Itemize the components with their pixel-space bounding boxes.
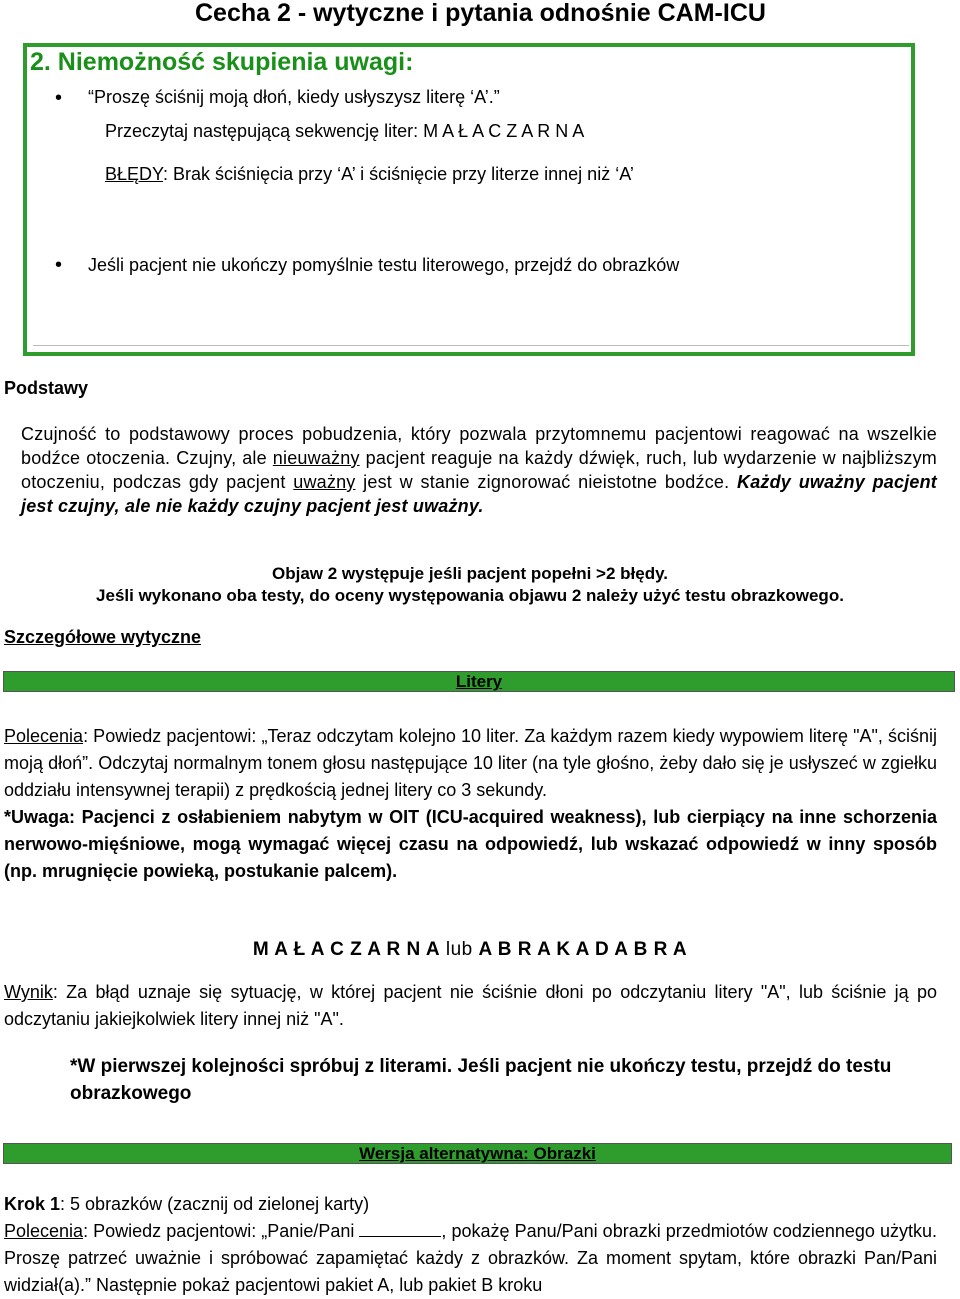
sequence-b: A B R A K A D A B R A <box>478 939 688 960</box>
errors-text: : Brak ściśnięcia przy ‘A’ i ściśnięcie przy literze innej niż ‘A’ <box>163 164 634 184</box>
letters-section-label: Litery <box>455 672 503 691</box>
criterion-heading: 2. Niemożność skupienia uwagi: <box>30 48 414 76</box>
fallback-text: Jeśli pacjent nie ukończy pomyślnie testu literowego, przejdź do obrazków <box>88 255 680 275</box>
instruction-text: “Proszę ściśnij moją dłoń, kiedy usłyszysz literę ‘A’.” <box>88 87 500 107</box>
criteria-line-2: Jeśli wykonano oba testy, do oceny występowania objawu 2 należy użyć testu obrazkowego. <box>96 586 844 605</box>
details-title: Szczegółowe wytyczne <box>4 627 202 647</box>
pictures-commands-text-a: : Powiedz pacjentowi: „Panie/Pani <box>83 1221 360 1241</box>
commands-text: : Powiedz pacjentowi: „Teraz odczytam kolejno 10 liter. Za każdym razem kiedy wypowiem literę "A", ściśnij moją dłoń”. Odczytaj normalnym tonem głosu następujące 10 liter (na tyle głośno, żeby dało się je usłyszeć w zgiełku oddziału intensywnej terapii) z prędkością jednej litery co 3 sekundy. <box>4 726 937 800</box>
pictures-section-label: Wersja alternatywna: Obrazki <box>359 1144 596 1163</box>
step-1-label: Krok 1 <box>4 1194 61 1214</box>
sequence-a: M A Ł A C Z A R N A <box>252 939 441 960</box>
criteria-line-1: Objaw 2 występuje jeśli pacjent popełni >2 błędy. <box>272 564 668 583</box>
step-1-paragraph <box>4 1191 937 1299</box>
errors-label: BŁĘDY <box>105 164 164 184</box>
basis-paragraph <box>21 422 937 518</box>
commands-label: Polecenia <box>4 726 84 746</box>
basis-term-inattentive: nieuważny <box>272 448 360 468</box>
commands-paragraph <box>4 723 937 885</box>
result-paragraph <box>4 979 937 1033</box>
letter-sequences <box>0 938 940 962</box>
first-attempt-note: *W pierwszej kolejności spróbuj z literami. Jeśli pacjent nie ukończy testu, przejdź do testu obrazkowego <box>70 1056 892 1104</box>
box-divider <box>33 345 909 346</box>
bullet-icon: • <box>55 254 63 276</box>
letters-section-bar <box>3 671 955 692</box>
sequence-or: lub <box>440 939 479 960</box>
errors-line <box>105 164 634 185</box>
basis-text-3: jest w stanie zignorować nieistotne bodźce. <box>355 472 737 492</box>
document-title: Cecha 2 - wytyczne i pytania odnośnie CAM-ICU <box>195 0 766 27</box>
sequence-intro: Przeczytaj następującą sekwencję liter: M A Ł A C Z A R N A <box>105 121 585 141</box>
basis-emphasis: Każdy uważny pacjent jest czujny, ale nie każdy czujny pacjent jest uważny. <box>21 472 937 516</box>
step-1-text: : 5 obrazków (zacznij od zielonej karty) <box>60 1194 370 1214</box>
result-text: : Za błąd uznaje się sytuację, w której pacjent nie ściśnie dłoni po odczytaniu litery "A", lub ściśnie ją po odczytaniu jakiejkolwiek litery innej niż "A". <box>4 982 937 1029</box>
pictures-commands-text-b: , pokażę Panu/Pani obrazki przedmiotów codziennego użytku. Proszę patrzeć uważnie i spróbować zapamiętać każdy z obrazków. Za moment spytam, które obrazki Pan/Pani widział(a).” Następnie pokaż pacjentowi pakiet A, lub pakiet B kroku <box>4 1221 938 1295</box>
basis-term-attentive: uważny <box>293 472 356 492</box>
basis-title: Podstawy <box>4 378 89 398</box>
bullet-icon: • <box>55 87 63 109</box>
basis-text-1: Czujność to podstawowy proces pobudzenia, który pozwala przytomnemu pacjentowi reagować na wszelkie bodźce otoczenia. Czujny, ale <box>21 424 937 468</box>
pictures-commands-label: Polecenia <box>4 1221 84 1241</box>
result-label: Wynik <box>4 982 53 1002</box>
name-blank-field <box>359 1220 441 1237</box>
basis-text-2: pacjent reaguje na każdy dźwięk, ruch, lub wydarzenie w najbliższym otoczeniu, podczas gdy pacjent <box>21 448 937 492</box>
commands-note: *Uwaga: Pacjenci z osłabieniem nabytym w OIT (ICU-acquired weakness), lub cierpiący na inne schorzenia nerwowo-mięśniowe, mogą wymagać więcej czasu na odpowiedź, lub wskazać odpowiedź w inny sposób (np. mrugnięcie powieką, postukanie palcem). <box>4 807 937 881</box>
pictures-section-bar <box>3 1143 952 1164</box>
